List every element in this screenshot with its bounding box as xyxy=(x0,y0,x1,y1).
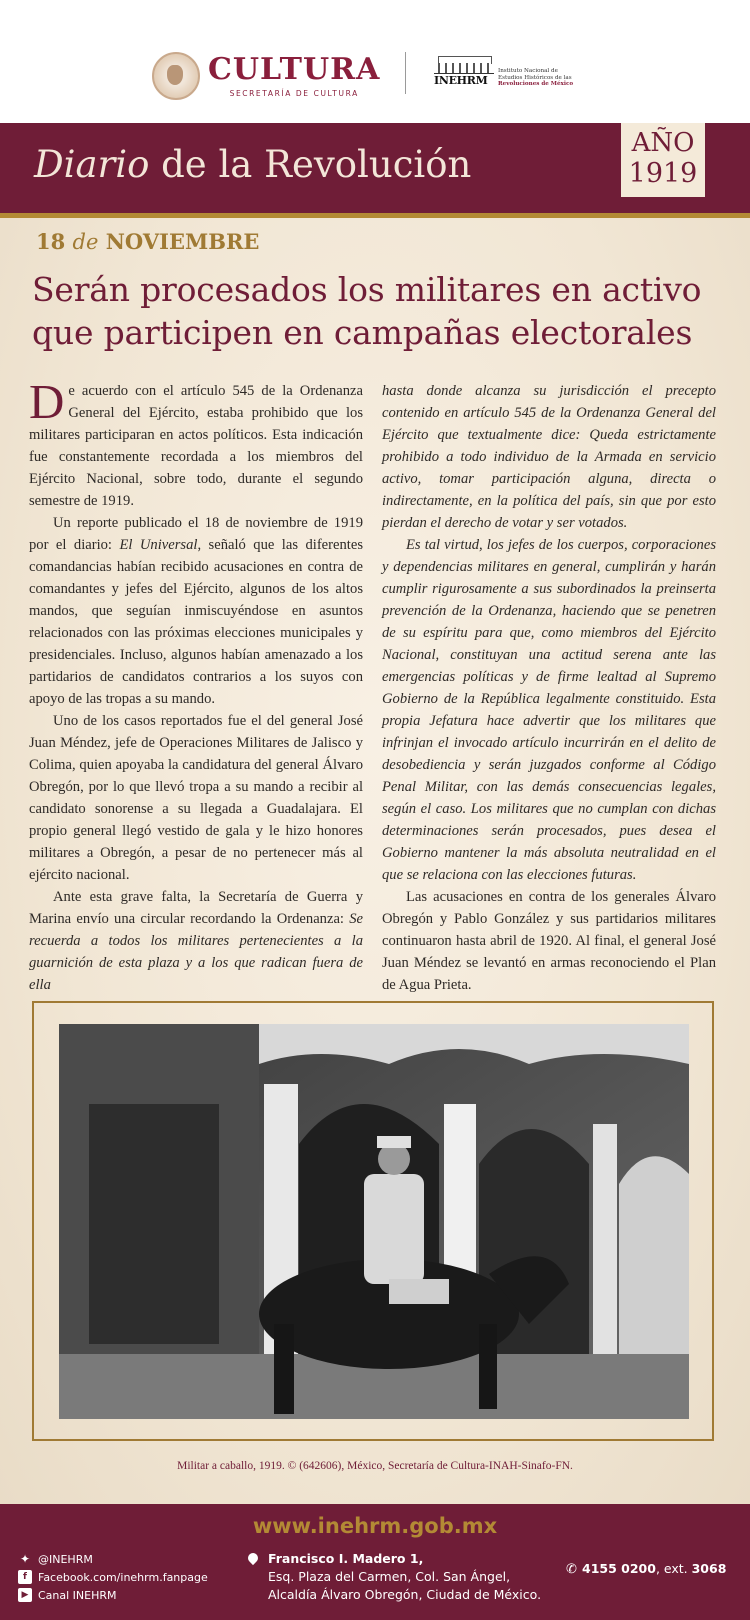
cultura-logo[interactable] xyxy=(152,52,380,100)
paragraph-2-a: Un reporte publicado el 18 de noviembre de 1919 por el diario: xyxy=(29,515,363,553)
inehrm-logo[interactable] xyxy=(434,56,573,88)
article-column-left xyxy=(29,374,363,996)
youtube-channel: Canal INEHRM xyxy=(38,1588,117,1602)
article-headline: Serán procesados los militares en activo que participen en campañas electorales xyxy=(32,270,702,352)
inehrm-institute-name xyxy=(498,68,573,88)
drop-cap: D xyxy=(29,374,65,429)
paragraph-4-quote: Se recuerda a todos los militares pertenecientes a la guarnición de esta plaza y a los que radican fuera de ella xyxy=(29,911,363,993)
paragraph-2 xyxy=(29,512,363,710)
cultura-word: CULTURA xyxy=(208,51,381,87)
series-title-italic: Diario xyxy=(34,143,150,186)
cultura-subtitle: SECRETARÍA DE CULTURA xyxy=(229,88,359,98)
paragraph-4-a: Ante esta grave falta, la Secretaría de Guerra y Marina envío una circular recordando la Ordenanza: xyxy=(29,889,363,927)
cultura-wordmark xyxy=(208,51,381,98)
social-links xyxy=(18,1550,208,1604)
inehrm-name: INEHRM xyxy=(434,73,494,88)
article-date xyxy=(36,229,259,254)
facebook-link[interactable] xyxy=(18,1568,208,1586)
address-street: Francisco I. Madero 1, xyxy=(268,1551,424,1566)
year-value: 1919 xyxy=(628,158,698,189)
header xyxy=(0,0,750,123)
paragraph-1 xyxy=(29,374,363,512)
twitter-icon: ✦ xyxy=(19,1552,31,1566)
date-day: 18 xyxy=(36,229,66,254)
twitter-handle: @INEHRM xyxy=(38,1552,93,1566)
phone-ext-label: , ext. xyxy=(655,1561,692,1576)
photo-caption: Militar a caballo, 1919. © (642606), México, Secretaría de Cultura-INAH-Sinafo-FN. xyxy=(177,1460,573,1472)
paragraph-7: Las acusaciones en contra de los generales Álvaro Obregón y Pablo González y sus partidarios militares continuaron hasta abril de 1920. Al final, el general José Juan Méndez se levantó en armas reconociendo el Plan de Agua Prieta. xyxy=(382,889,716,993)
address xyxy=(248,1550,541,1604)
paragraph-2-b: , señaló que las diferentes comandancias habían recibido acusaciones en contra de comandantes y jefes del Ejército, algunos de los altos mandos, que seguían inmiscuyéndose en asuntos relacionados con las próximas elecciones municipales y presidenciales. Incluso, algunos habían amenazado a los partidarios de candidatos contrarios a los suyos con apoyo de las tropas a su mando. xyxy=(29,537,363,707)
phone-icon: ✆ xyxy=(566,1562,577,1577)
facebook-url: Facebook.com/inehrm.fanpage xyxy=(38,1570,208,1584)
paragraph-3: Uno de los casos reportados fue el del general José Juan Méndez, jefe de Operaciones Militares de Jalisco y Colima, quien apoyaba la candidatura del general Álvaro Obregón, por lo que llevó tropa a su mando a recibir al candidato sonorense a su llegada a Guadalajara. El propio general llegó vestido de gala y le hizo honores militares a Obregón, a pesar de no pertenecer más al ejército nacional. xyxy=(29,713,363,883)
youtube-link[interactable] xyxy=(18,1586,208,1604)
twitter-link[interactable] xyxy=(18,1550,208,1568)
building-icon xyxy=(434,56,494,88)
logo-divider xyxy=(405,52,406,94)
inehrm-line-2: Estudios Históricos de las xyxy=(498,74,572,81)
address-line-3: Alcaldía Álvaro Obregón, Ciudad de México. xyxy=(268,1587,542,1602)
paragraph-5: hasta donde alcanza su jurisdicción el precepto contenido en artículo 545 de la Ordenanza General del Ejército que textualmente dice: Queda estrictamente prohibido a todo individuo de la Armada en servicio activo, tomar participación alguna, directa o indirectamente, en la política del país, sin que por esto pierdan el derecho de votar y ser votados. xyxy=(382,383,716,531)
website-link[interactable]: www.inehrm.gob.mx xyxy=(252,1514,498,1538)
phone[interactable] xyxy=(566,1561,726,1577)
article-column-right xyxy=(382,380,716,996)
inehrm-line-1: Instituto Nacional de xyxy=(498,68,558,75)
address-line-2: Esq. Plaza del Carmen, Col. San Ángel, xyxy=(268,1569,511,1584)
phone-number: 4155 0200 xyxy=(582,1561,656,1576)
facebook-icon: f xyxy=(18,1570,32,1584)
series-title-rest: de la Revolución xyxy=(149,143,472,186)
historical-photo[interactable] xyxy=(59,1024,689,1419)
location-pin-icon xyxy=(246,1551,260,1565)
year-badge xyxy=(621,123,705,197)
youtube-icon: ▶ xyxy=(18,1588,32,1602)
paragraph-1-text: e acuerdo con el artículo 545 de la Ordenanza General del Ejército, estaba prohibido que los militares participaran en actos políticos. Esta indicación fue constantemente recordada a los miembros del Ejército Nacional, sobre todo, durante el segundo semestre de 1919. xyxy=(29,383,363,509)
year-label: AÑO xyxy=(631,128,695,158)
series-title xyxy=(34,143,471,186)
phone-ext: 3068 xyxy=(691,1561,727,1576)
paragraph-6: Es tal virtud, los jefes de los cuerpos, corporaciones y dependencias militares en general, cumplirán y harán cumplir rigurosamente a sus subordinados la preinserta prevención de la Ordenanza, haciendo que se penetren de su espíritu para que, como miembros del Ejército Nacional, constituyan una actitud serena ante las emergencias políticas y de firme lealtad al Supremo Gobierno de la República legalmente constituido. Esta propia Jefatura hace advertir que los militares que infrinjan el invocado artículo incurrirán en el delito de desobediencia y serán juzgados conforme al Código Penal Militar, con las demás consecuencias legales, según el caso. Los militares que no cumplan con dichas determinaciones serán procesados, pues desea el Gobierno mantener la más absoluta neutralidad en el que se relaciona con las elecciones futuras. xyxy=(382,537,716,883)
date-de: de xyxy=(72,230,99,254)
inehrm-line-3: Revoluciones de México xyxy=(498,81,574,88)
paragraph-4 xyxy=(29,886,363,996)
mexico-seal-icon xyxy=(152,52,200,100)
date-month: NOVIEMBRE xyxy=(105,229,260,254)
newspaper-name: El Universal xyxy=(119,537,198,553)
photo-illustration xyxy=(59,1024,689,1419)
